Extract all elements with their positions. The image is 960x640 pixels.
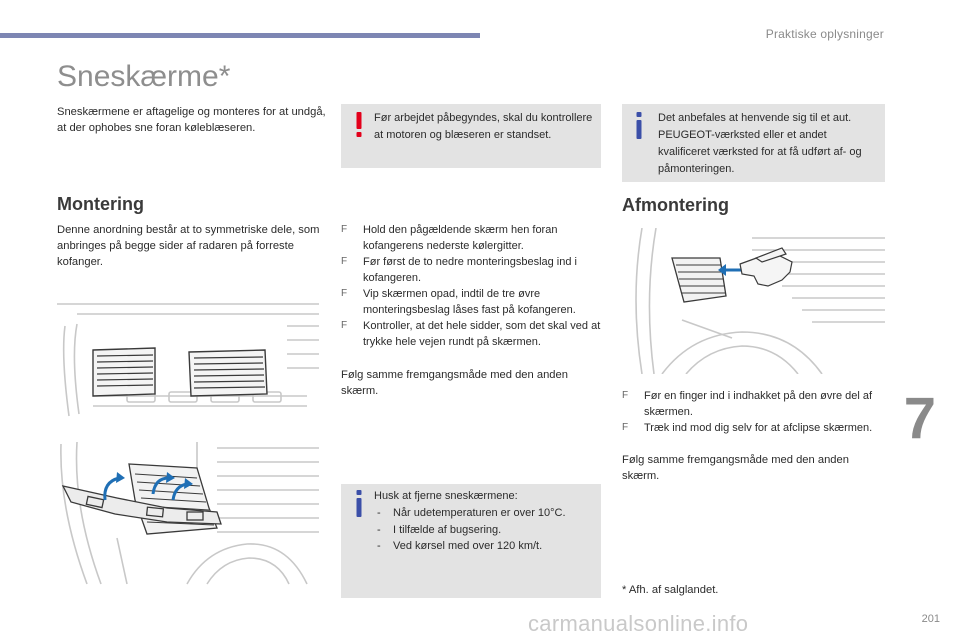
footnote: * Afh. af salglandet. <box>622 584 719 596</box>
list-item: F Før en finger ind i indhakket på den øvre del af skærmen. <box>622 390 873 418</box>
bullet-icon: F <box>341 224 348 235</box>
list-item: F Kontroller, at det hele sidder, som det skal ved at trykke hele vejen rundt på skærmen. <box>341 320 601 348</box>
chapter-number: 7 <box>903 386 936 451</box>
intro-text: Sneskærmene er aftagelige og monteres for at undgå, at der ophobes sne foran køleblæseren. <box>57 106 326 134</box>
page-title: Sneskærme* <box>57 60 231 93</box>
reminder-title: Husk at fjerne sneskærmene: <box>374 490 518 502</box>
page-number: 201 <box>921 613 940 625</box>
list-item: F Hold den pågældende skærm hen foran kofangerens nederste kølergitter. <box>341 224 558 252</box>
grille-screens-illustration <box>57 296 319 424</box>
afmontering-steps <box>622 388 884 436</box>
list-item: F Før først de to nedre monteringsbeslag ind i kofangeren. <box>341 256 577 284</box>
bullet-icon: F <box>341 320 348 331</box>
mounting-illustration <box>57 438 319 586</box>
removal-illustration <box>622 228 885 374</box>
list-item: - I tilfælde af bugsering. <box>377 523 502 536</box>
warning-text: Før arbejdet påbegyndes, skal du kontrollere at motoren og blæseren er standset. <box>374 112 593 141</box>
afmontering-heading: Afmontering <box>622 195 729 215</box>
header-accent-bar <box>0 33 480 38</box>
montering-steps <box>341 222 605 350</box>
list-item: - Ved kørsel med over 120 km/t. <box>377 540 543 552</box>
list-item: - Når udetemperaturen er over 10°C. <box>377 507 566 519</box>
watermark: carmanualsonline.info <box>528 611 749 636</box>
info-icon <box>635 112 643 140</box>
reminder-list <box>374 505 598 555</box>
info-icon <box>355 490 363 518</box>
montering-description: Denne anordning består at to symmetriske dele, som anbringes på begge sider af radaren på forreste kofanger. <box>57 224 320 268</box>
warning-box <box>341 104 601 168</box>
afmontering-outro: Følg samme fremgangsmåde med den anden skærm. <box>622 454 849 482</box>
bullet-icon: F <box>622 390 629 401</box>
montering-heading: Montering <box>57 194 144 214</box>
bullet-icon: F <box>341 288 348 299</box>
info-text-top: Det anbefales at henvende sig til et aut. PEUGEOT-værksted eller et andet kvalificeret værksted for at få udført af- og påmonteringen. <box>658 112 862 175</box>
montering-outro: Følg samme fremgangsmåde med den anden skærm. <box>341 369 568 397</box>
section-label: Praktiske oplysninger <box>765 27 884 41</box>
info-box-top <box>622 104 885 182</box>
list-item: F Vip skærmen opad, indtil de tre øvre monteringsbeslag låses fast på kofangeren. <box>341 288 576 316</box>
bullet-icon: F <box>622 422 629 433</box>
bullet-icon: F <box>341 256 348 267</box>
list-item: F Træk ind mod dig selv for at afclipse skærmen. <box>622 422 873 434</box>
exclamation-icon <box>355 112 363 138</box>
reminder-box <box>341 484 601 598</box>
